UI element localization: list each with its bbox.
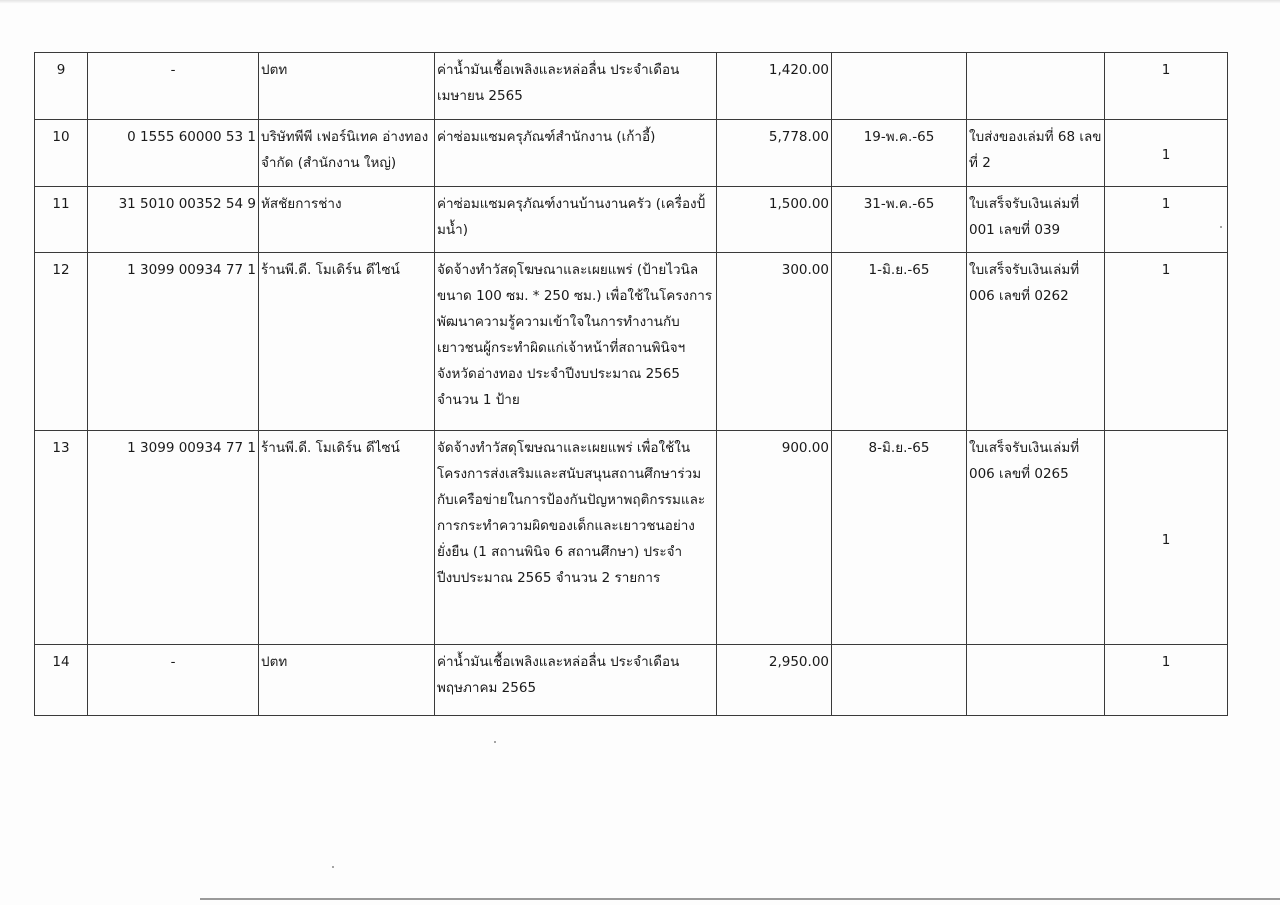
amount: 1,500.00 [717, 187, 832, 253]
item-description: จัดจ้างทำวัสดุโฆษณาและเผยแพร่ (ป้ายไวนิลขนาด 100 ซม. * 250 ซม.) เพื่อใช้ในโครงการพัฒนาความรู้ความเข้าใจในการทำงานกับเยาวชนผู้กระทำผิดแก่เจ้าหน้าที่สถานพินิจฯ จังหวัดอ่างทอง ประจำปีงบประมาณ 2565 จำนวน 1 ป้าย [435, 253, 717, 431]
amount: 900.00 [717, 431, 832, 645]
date [832, 645, 967, 716]
vendor-name: ปตท [259, 53, 435, 120]
row-number: 10 [35, 120, 88, 187]
quantity: 1 [1105, 53, 1228, 120]
procurement-table [34, 52, 1228, 716]
vendor-name: ร้านพี.ดี. โมเดิร์น ดีไซน์ [259, 431, 435, 645]
scan-speck [1220, 226, 1222, 228]
quantity: 1 [1105, 120, 1228, 187]
reference-document: ใบเสร็จรับเงินเล่มที่ 006 เลขที่ 0262 [967, 253, 1105, 431]
item-description: ค่าซ่อมแซมครุภัณฑ์สำนักงาน (เก้าอี้) [435, 120, 717, 187]
date: 31-พ.ค.-65 [832, 187, 967, 253]
date [832, 53, 967, 120]
vendor-cell [259, 120, 435, 187]
date: 1-มิ.ย.-65 [832, 253, 967, 431]
amount: 1,420.00 [717, 53, 832, 120]
tax-id: - [88, 645, 259, 716]
row-number: 12 [35, 253, 88, 431]
item-description: ค่าซ่อมแซมครุภัณฑ์งานบ้านงานครัว (เครื่องปั้มน้ำ) [435, 187, 717, 253]
table-row [35, 53, 1228, 120]
quantity: 1 [1105, 253, 1228, 431]
row-number: 11 [35, 187, 88, 253]
tax-id: 1 3099 00934 77 1 [88, 253, 259, 431]
reference-document: ใบเสร็จรับเงินเล่มที่ 001 เลขที่ 039 [967, 187, 1105, 253]
amount: 2,950.00 [717, 645, 832, 716]
amount: 300.00 [717, 253, 832, 431]
vendor-name: หัสชัยการช่าง [259, 187, 435, 253]
table-row [35, 187, 1228, 253]
row-number: 14 [35, 645, 88, 716]
reference-document: ใบเสร็จรับเงินเล่มที่ 006 เลขที่ 0265 [967, 431, 1105, 645]
page-bottom-edge [200, 898, 1280, 900]
vendor-name: บริษัทพีพี เฟอร์นิเทค อ่างทอง จำกัด (สำนักงาน ใหญ่) [261, 129, 429, 171]
scan-speck [332, 866, 334, 868]
reference-document [967, 645, 1105, 716]
tax-id: 31 5010 00352 54 9 [88, 187, 259, 253]
item-description: จัดจ้างทำวัสดุโฆษณาและเผยแพร่ เพื่อใช้ในโครงการส่งเสริมและสนับสนุนสถานศึกษาร่วมกับเครือข่ายในการป้องกันปัญหาพฤติกรรมและการกระทำความผิดของเด็กและเยาวชนอย่างยั่งยืน (1 สถานพินิจ 6 สถานศึกษา) ประจำปีงบประมาณ 2565 จำนวน 2 รายการ [435, 431, 717, 645]
reference-document: ใบส่งของเล่มที่ 68 เลขที่ 2 [967, 120, 1105, 187]
reference-document [967, 53, 1105, 120]
date: 8-มิ.ย.-65 [832, 431, 967, 645]
scan-speck [494, 741, 496, 743]
tax-id: - [88, 53, 259, 120]
quantity: 1 [1105, 187, 1228, 253]
date: 19-พ.ค.-65 [832, 120, 967, 187]
page-top-edge [0, 0, 1280, 4]
table-row [35, 120, 1228, 187]
tax-id: 0 1555 60000 53 1 [88, 120, 259, 187]
quantity: 1 [1105, 431, 1228, 645]
quantity: 1 [1105, 645, 1228, 716]
item-description: ค่าน้ำมันเชื้อเพลิงและหล่อลื่น ประจำเดือน เมษายน 2565 [435, 53, 717, 120]
tax-id: 1 3099 00934 77 1 [88, 431, 259, 645]
row-number: 13 [35, 431, 88, 645]
table-row [35, 431, 1228, 645]
vendor-name: ร้านพี.ดี. โมเดิร์น ดีไซน์ [259, 253, 435, 431]
row-number: 9 [35, 53, 88, 120]
table-row [35, 645, 1228, 716]
item-description: ค่าน้ำมันเชื้อเพลิงและหล่อลื่น ประจำเดือน พฤษภาคม 2565 [435, 645, 717, 716]
vendor-name: ปตท [259, 645, 435, 716]
table-row [35, 253, 1228, 431]
amount: 5,778.00 [717, 120, 832, 187]
